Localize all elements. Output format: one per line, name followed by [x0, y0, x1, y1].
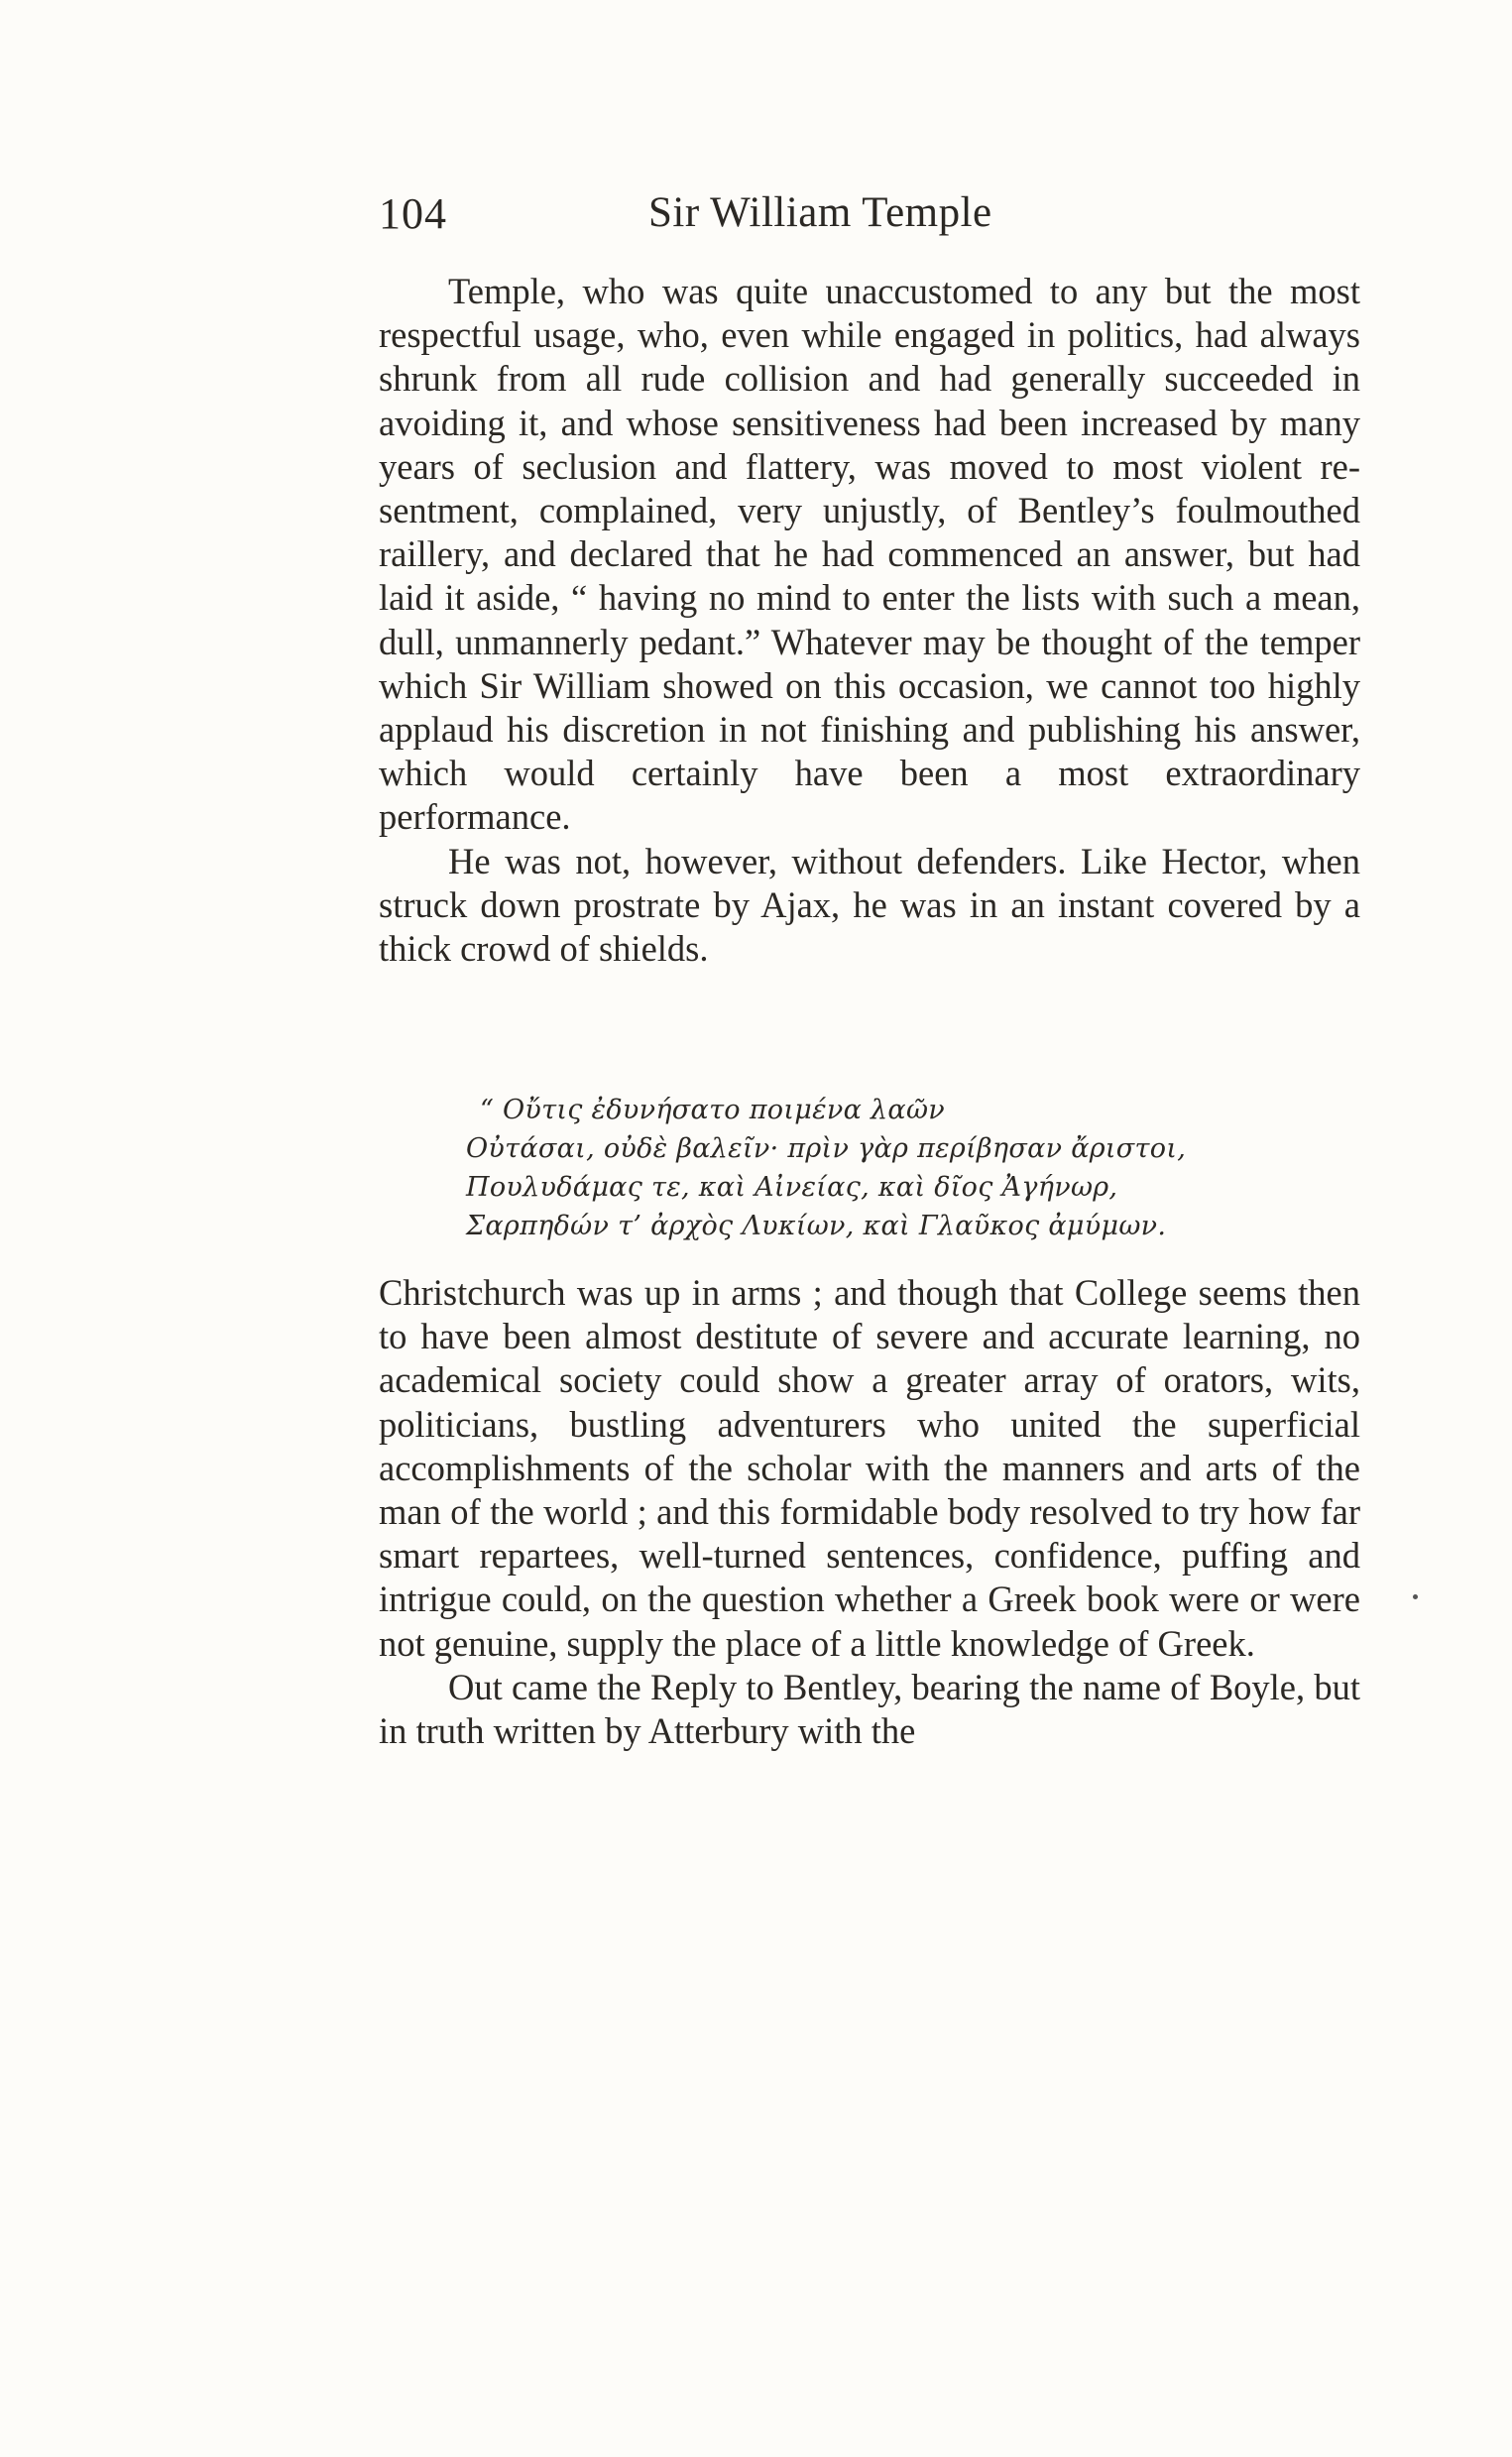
paragraph-defenders: He was not, however, without defenders. Like Hector, when struck down prostrate by Ajax, he was in an instant covered by a thick crowd of shields. — [379, 840, 1360, 970]
page-header — [379, 188, 1360, 248]
verse-line: Σαρπηδών τ’ ἀρχὸς Λυκίων, καὶ Γλαῦκος ἀμύμων. — [466, 1211, 1167, 1241]
paragraph-temple-resentment: Temple, who was quite unaccustomed to any but the most respectful usage, who, even while engaged in politics, had always shrunk from all rude collision and had generally succeeded in avoiding it, and whose sensitiveness had been increased by many years of seclusion and flattery, was moved to most violent resentment, complained, very unjustly, of Bentley’s foulmouthed raillery, and declared that he had commenced an answer, but had laid it aside, “ having no mind to enter the lists with such a mean, dull, unmannerly pedant.” Whatever may be thought of the temper which Sir William showed on this occasion, we cannot too highly applaud his discretion in not finishing and publishing his answer, which would certainly have been a most extraordinary performance. — [379, 271, 1360, 838]
margin-speck — [1413, 1594, 1418, 1599]
text-block-lower — [379, 1271, 1360, 1753]
paragraph-reply-to-bentley: Out came the Reply to Bentley, bearing the name of Boyle, but in truth written by Atterbury with the — [379, 1666, 1360, 1752]
paragraph-christchurch: Christchurch was up in arms ; and though that College seems then to have been almost destitute of severe and accurate learning, no academical society could show a greater array of orators, wits, politicians, bustling adventurers who united the superficial accomplishments of the scholar with the manners and arts of the man of the world ; and this formidable body resolved to try how far smart repartees, well-turned sentences, confidence, puffing and intrigue could, on the question whether a Greek book were or were not genuine, supply the place of a little knowledge of Greek. — [379, 1272, 1360, 1664]
running-title: Sir William Temple — [648, 189, 992, 236]
verse-line: Πουλυδάμας τε, καὶ Αἰνείας, καὶ δῖος Ἀγήνωρ, — [466, 1172, 1118, 1203]
greek-verse-quotation — [466, 1091, 1338, 1245]
page-number: 104 — [379, 189, 447, 238]
verse-line: Οὐτάσαι, οὐδὲ βαλεῖν· πρὶν γὰρ περίβησαν ἄριστοι, — [466, 1133, 1187, 1164]
verse-line: “ Οὔτις ἐδυνήσατο ποιμένα λαῶν — [480, 1095, 945, 1125]
text-block-upper — [379, 270, 1360, 971]
